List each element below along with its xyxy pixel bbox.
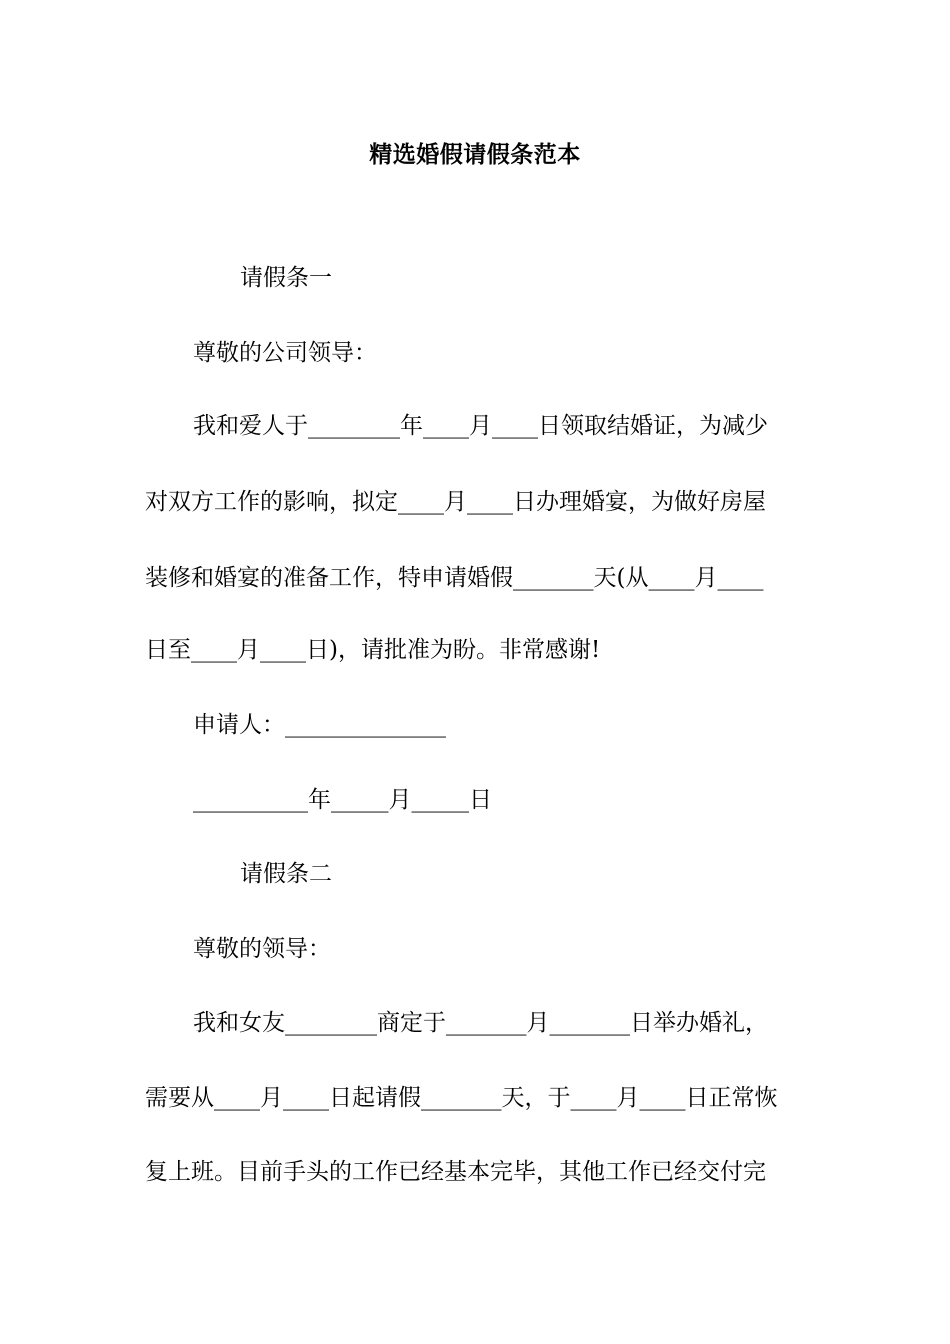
section1-paragraph-line: 装修和婚宴的准备工作，特申请婚假_______天(从____月____ xyxy=(145,565,764,591)
section2-salutation: 尊敬的领导： xyxy=(193,936,331,962)
section1-date: __________年_____月_____日 xyxy=(193,787,492,813)
section2-paragraph-line: 需要从____月____日起请假_______天，于____月____日正常恢 xyxy=(145,1085,778,1111)
section1-applicant: 申请人：______________ xyxy=(193,712,446,738)
section1-paragraph-line: 我和爱人于________年____月____日领取结婚证，为减少 xyxy=(193,413,768,439)
section2-paragraph-line: 我和女友________商定于_______月_______日举办婚礼， xyxy=(193,1010,768,1036)
section2-paragraph-line: 复上班。目前手头的工作已经基本完毕，其他工作已经交付完 xyxy=(145,1159,766,1185)
section1-paragraph-line: 对双方工作的影响，拟定____月____日办理婚宴，为做好房屋 xyxy=(145,489,766,515)
section1-heading: 请假条一 xyxy=(240,265,332,291)
section1-paragraph-line: 日至____月____日)，请批准为盼。非常感谢! xyxy=(145,637,601,663)
document-title: 精选婚假请假条范本 xyxy=(369,141,581,168)
section1-salutation: 尊敬的公司领导： xyxy=(193,340,377,366)
section2-heading: 请假条二 xyxy=(240,861,332,887)
